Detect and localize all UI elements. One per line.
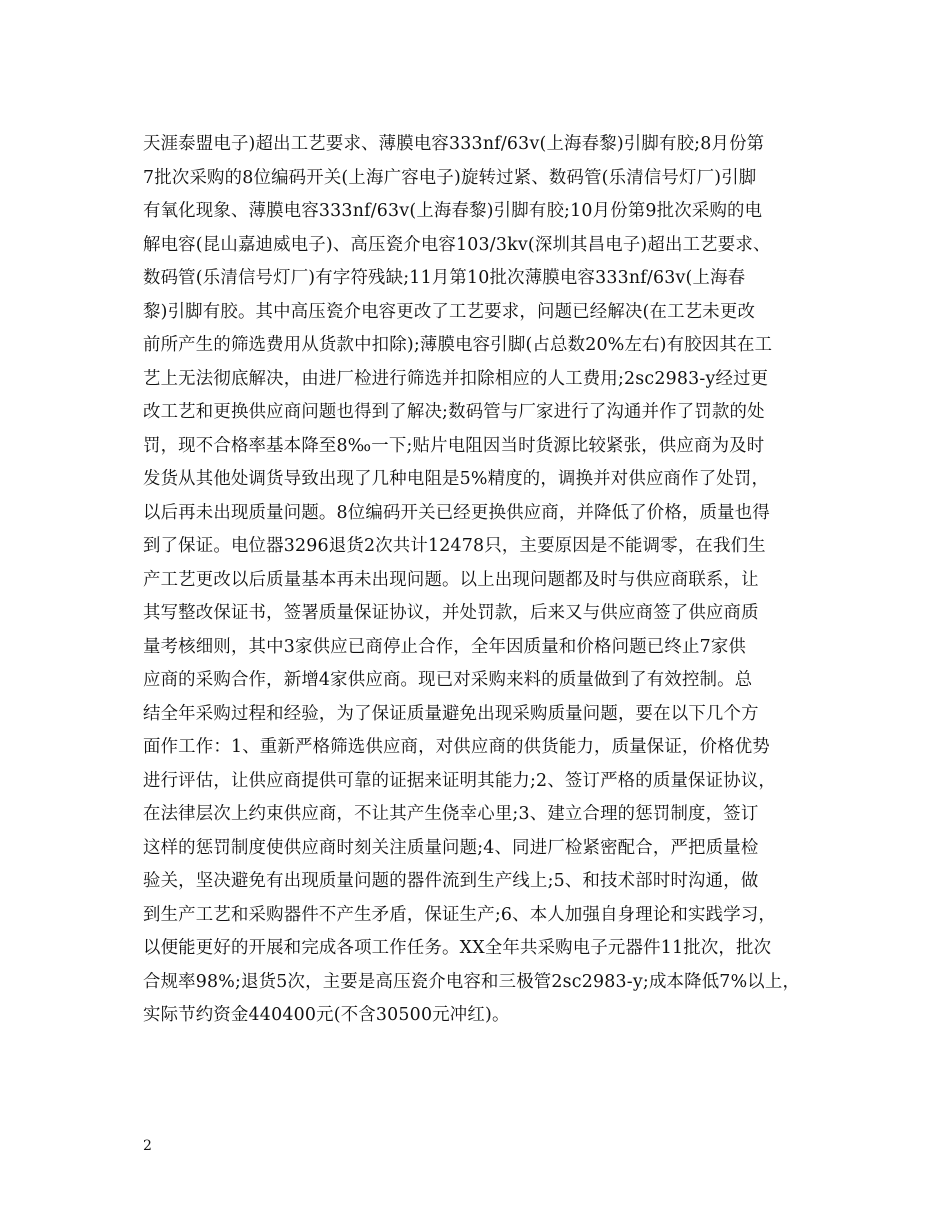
text-line: 黎)引脚有胶。其中高压瓷介电容更改了工艺要求，问题已经解决(在工艺未更改	[143, 301, 756, 322]
text-line: 数码管(乐清信号灯厂)有字符残缺;11月第10批次薄膜电容333nf/63v(上海春	[143, 268, 746, 288]
text-line: 天涯泰盟电子)超出工艺要求、薄膜电容333nf/63v(上海春黎)引脚有胶;8月份第	[143, 134, 765, 154]
text-line: 到了保证。电位器3296退货2次共计12478只，主要原因是不能调零，在我们生	[143, 536, 766, 556]
text-line: 到生产工艺和采购器件不产生矛盾，保证生产;6、本人加强自身理论和实践学习，	[143, 904, 776, 925]
text-line: 量考核细则，其中3家供应已商停止合作，全年因质量和价格问题已终止7家供	[143, 636, 747, 657]
text-line: 前所产生的筛选费用从货款中扣除);薄膜电容引脚(占总数20%左右)有胶因其在工	[143, 335, 773, 355]
text-line: 进行评估，让供应商提供可靠的证据来证明其能力;2、签订严格的质量保证协议，	[143, 770, 776, 791]
body-text	[143, 128, 843, 1033]
text-line: 其写整改保证书，签署质量保证协议，并处罚款，后来又与供应商签了供应商质	[143, 603, 759, 623]
text-line: 实际节约资金440400元(不含30500元冲红)。	[143, 1005, 510, 1025]
text-line: 这样的惩罚制度使供应商时刻关注质量问题;4、同进厂检紧密配合，严把质量检	[143, 837, 759, 858]
text-line: 7批次采购的8位编码开关(上海广容电子)旋转过紧、数码管(乐清信号灯厂)引脚	[143, 167, 757, 188]
text-line: 改工艺和更换供应商问题也得到了解决;数码管与厂家进行了沟通并作了罚款的处	[143, 402, 765, 422]
text-line: 罚，现不合格率基本降至8‰一下;贴片电阻因当时货源比较紧张，供应商为及时	[143, 435, 765, 456]
text-line: 有氧化现象、薄膜电容333nf/63v(上海春黎)引脚有胶;10月份第9批次采购的电	[143, 201, 763, 221]
text-line: 结全年采购过程和经验，为了保证质量避免出现采购质量问题，要在以下几个方	[143, 703, 759, 724]
text-line: 艺上无法彻底解决，由进厂检进行筛选并扣除相应的人工费用;2sc2983-y经过更	[143, 368, 769, 389]
text-line: 验关，坚决避免有出现质量问题的器件流到生产线上;5、和技术部时时沟通，做	[143, 871, 759, 891]
text-line: 发货从其他处调货导致出现了几种电阻是5%精度的，调换并对供应商作了处罚，	[143, 469, 770, 489]
text-line: 产工艺更改以后质量基本再未出现问题。以上出现问题都及时与供应商联系，让	[143, 569, 759, 590]
page-number: 2	[143, 1138, 152, 1154]
text-line: 在法律层次上约束供应商，不让其产生侥幸心里;3、建立合理的惩罚制度，签订	[143, 804, 759, 824]
text-line: 以后再未出现质量问题。8位编码开关已经更换供应商，并降低了价格，质量也得	[143, 502, 770, 523]
text-line: 解电容(昆山嘉迪威电子)、高压瓷介电容103/3kv(深圳其昌电子)超出工艺要求、	[143, 234, 771, 255]
text-line: 以便能更好的开展和完成各项工作任务。XX全年共采购电子元器件11批次，批次	[143, 938, 772, 958]
text-line: 应商的采购合作，新增4家供应商。现已对采购来料的质量做到了有效控制。总	[143, 670, 753, 690]
text-line: 合规率98%;退货5次，主要是高压瓷介电容和三极管2sc2983-y;成本降低7%以上，	[143, 971, 801, 992]
text-line: 面作工作：1、重新严格筛选供应商，对供应商的供货能力，质量保证，价格优势	[143, 737, 770, 757]
